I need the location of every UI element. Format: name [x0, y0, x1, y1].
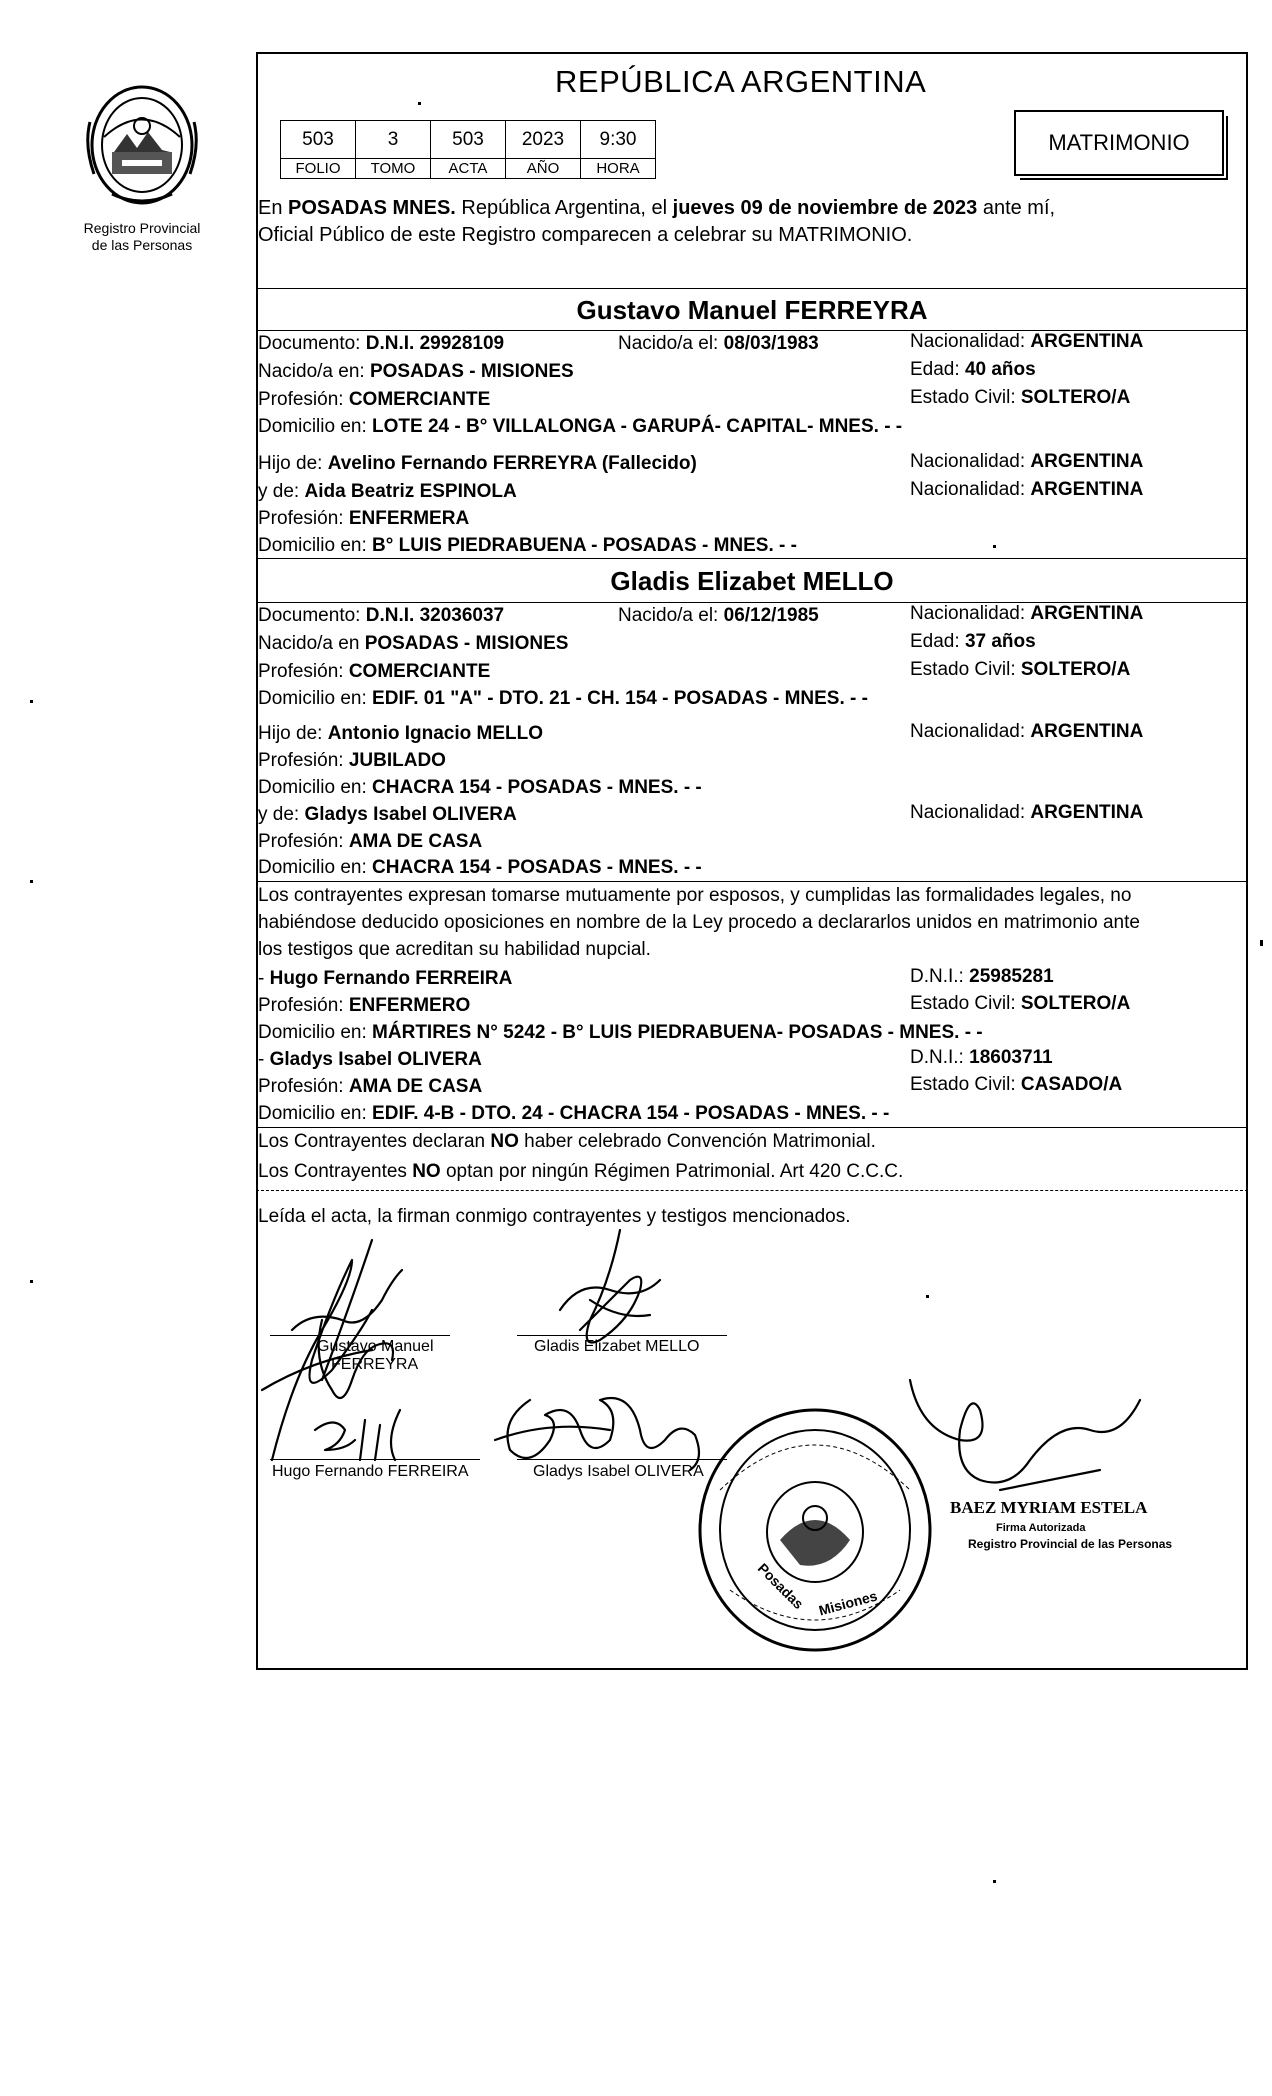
field-value: SOLTERO/A: [1020, 659, 1131, 680]
intro-line1: [258, 196, 1055, 220]
intro-part: En: [258, 197, 289, 219]
field-label: D.N.I.:: [910, 1047, 970, 1068]
witness2-address: [258, 1103, 889, 1125]
signature1-name-line1: Gustavo Manuel: [317, 1338, 434, 1355]
scan-speck: [1260, 940, 1263, 946]
scan-speck: [926, 1295, 929, 1298]
spouse1-civil-status: [910, 387, 1130, 409]
field-label: Nacido/a el:: [618, 333, 724, 354]
seal-city: Posadas: [754, 1559, 807, 1613]
field-value: SOLTERO/A: [1020, 387, 1131, 408]
spouse1-profession: [258, 389, 490, 411]
spouse2-mother-address: [258, 857, 702, 879]
divider: [256, 1190, 1248, 1191]
signature4-caption: Gladys Isabel OLIVERA: [533, 1463, 704, 1480]
field-value: ENFERMERA: [348, 508, 470, 529]
spouse2-name: Gladis Elizabet MELLO: [610, 566, 894, 596]
convention-line2: [258, 1161, 903, 1183]
spouse2-mother-profession: [258, 831, 482, 853]
field-label: Profesión:: [258, 995, 349, 1016]
spouse2-mother-nationality: [910, 802, 1143, 824]
agency-caption-line2: de las Personas: [91, 237, 193, 253]
spouse2-father-address: [258, 777, 702, 799]
field-value: ARGENTINA: [1030, 479, 1144, 500]
hora-value: 9:30: [581, 121, 656, 159]
hora-label: HORA: [581, 159, 656, 179]
divider: [256, 881, 1248, 882]
intro-part: República Argentina, el: [455, 197, 673, 219]
field-value: AMA DE CASA: [348, 1076, 483, 1097]
field-value: B° LUIS PIEDRABUENA - POSADAS - MNES. - -: [372, 535, 797, 556]
convention-text: haber celebrado Convención Matrimonial.: [518, 1131, 876, 1152]
agency-caption-line1: Registro Provincial: [83, 220, 201, 236]
field-label: Domicilio en:: [258, 535, 373, 556]
folio-value: 503: [281, 121, 356, 159]
scan-speck: [30, 700, 33, 703]
field-label: Profesión:: [258, 831, 349, 852]
field-label: Hijo de:: [258, 723, 328, 744]
field-value: POSADAS - MISIONES: [369, 361, 574, 382]
field-value: Avelino Fernando FERREYRA (Fallecido): [327, 453, 697, 474]
scan-speck: [993, 1880, 996, 1883]
provincial-seal-logo: [82, 82, 202, 212]
spouse2-age: [910, 631, 1036, 653]
convention-text: Los Contrayentes: [258, 1161, 413, 1182]
witness2-name: [258, 1049, 482, 1071]
seal-province: Misiones: [816, 1587, 879, 1619]
country-title: REPÚBLICA ARGENTINA: [555, 64, 927, 99]
field-label: Estado Civil:: [910, 659, 1021, 680]
spouse2-mother: [258, 804, 517, 826]
folio-label: FOLIO: [281, 159, 356, 179]
scan-speck: [993, 545, 996, 548]
field-value: D.N.I. 32036037: [365, 605, 505, 626]
field-label: Domicilio en:: [258, 777, 373, 798]
field-label: Nacionalidad:: [910, 802, 1031, 823]
field-value: ENFERMERO: [348, 995, 471, 1016]
scan-speck: [30, 1280, 33, 1283]
field-value: COMERCIANTE: [348, 389, 491, 410]
spouse1-father-nationality: [910, 451, 1143, 473]
field-label: Documento:: [258, 333, 366, 354]
divider: [256, 558, 1248, 559]
field-value: ARGENTINA: [1030, 451, 1144, 472]
field-value: 25985281: [969, 966, 1054, 987]
field-value: ARGENTINA: [1030, 331, 1144, 352]
field-label: Estado Civil:: [910, 993, 1021, 1014]
field-value: JUBILADO: [348, 750, 446, 771]
field-value: CHACRA 154 - POSADAS - MNES. - -: [372, 857, 702, 878]
witness2-profession: [258, 1076, 482, 1098]
witness1-dni: [910, 966, 1054, 988]
field-label: Nacionalidad:: [910, 451, 1031, 472]
field-label: Estado Civil:: [910, 1074, 1021, 1095]
signature4-scribble: [490, 1380, 720, 1490]
divider: [256, 1127, 1248, 1128]
field-label: Nacionalidad:: [910, 331, 1031, 352]
divider: [256, 288, 1248, 289]
field-value: POSADAS - MISIONES: [364, 633, 569, 654]
field-value: 06/12/1985: [723, 605, 819, 626]
spouse1-address: [258, 416, 902, 438]
record-type: MATRIMONIO: [1048, 130, 1190, 155]
field-label: Nacido/a el:: [618, 605, 724, 626]
spouse1-birthdate: [618, 333, 819, 355]
spouse1-nationality: [910, 331, 1143, 353]
field-label: Domicilio en:: [258, 416, 373, 437]
intro-line2: Oficial Público de este Registro comparecen a celebrar su MATRIMONIO.: [258, 224, 913, 246]
intro-city: POSADAS MNES.: [288, 197, 456, 219]
witness2-dni: [910, 1047, 1053, 1069]
field-label: Profesión:: [258, 1076, 349, 1097]
field-label: Domicilio en:: [258, 857, 373, 878]
field-value: CASADO/A: [1020, 1074, 1123, 1095]
field-label: Profesión:: [258, 508, 349, 529]
spouse2-civil-status: [910, 659, 1130, 681]
field-value: EDIF. 4-B - DTO. 24 - CHACRA 154 - POSADAS - MNES. - -: [372, 1103, 890, 1124]
spouse2-father-nationality: [910, 721, 1143, 743]
field-value: 37 años: [964, 631, 1036, 652]
field-label: Domicilio en:: [258, 688, 373, 709]
witness1-profession: [258, 995, 470, 1017]
spouse1-parents-address: [258, 535, 797, 557]
spouse2-address: [258, 688, 868, 710]
ano-label: AÑO: [506, 159, 581, 179]
field-value: ARGENTINA: [1030, 721, 1144, 742]
witness1-civil-status: [910, 993, 1130, 1015]
tomo-label: TOMO: [356, 159, 431, 179]
convention-no: NO: [490, 1131, 519, 1152]
acta-value: 503: [431, 121, 506, 159]
spouse2-birthdate: [618, 605, 819, 627]
acta-label: ACTA: [431, 159, 506, 179]
convention-line1: [258, 1131, 876, 1153]
signature3-scribble: [305, 1400, 425, 1480]
officer-role: Firma Autorizada: [996, 1522, 1086, 1534]
spouse1-name: Gustavo Manuel FERREYRA: [576, 295, 928, 325]
field-label: Nacido/a en: [258, 633, 365, 654]
field-label: Edad:: [910, 631, 965, 652]
field-label: Edad:: [910, 359, 965, 380]
witness2-civil-status: [910, 1074, 1122, 1096]
field-label: Estado Civil:: [910, 387, 1021, 408]
field-label: Profesión:: [258, 389, 349, 410]
spouse1-mother-nationality: [910, 479, 1143, 501]
field-value: LOTE 24 - B° VILLALONGA - GARUPÁ- CAPITAL- MNES. - -: [372, 416, 903, 437]
scan-speck: [418, 102, 421, 105]
field-value: CHACRA 154 - POSADAS - MNES. - -: [372, 777, 702, 798]
field-value: ARGENTINA: [1030, 802, 1144, 823]
field-label: Domicilio en:: [258, 1103, 373, 1124]
field-label: D.N.I.:: [910, 966, 970, 987]
record-type-box: [1014, 110, 1224, 176]
field-value: D.N.I. 29928109: [365, 333, 505, 354]
registry-table: [280, 120, 656, 179]
signature3-caption: Hugo Fernando FERREIRA: [272, 1463, 469, 1480]
declaration-line1: Los contrayentes expresan tomarse mutuamente por esposos, y cumplidas las formalidades legales, no: [258, 885, 1132, 906]
ano-value: 2023: [506, 121, 581, 159]
field-label: Domicilio en:: [258, 1022, 373, 1043]
field-label: Profesión:: [258, 661, 349, 682]
field-value: Hugo Fernando FERREIRA: [269, 968, 513, 989]
tomo-value: 3: [356, 121, 431, 159]
spouse1-mother: [258, 481, 517, 503]
field-value: 40 años: [964, 359, 1036, 380]
spouse2-profession: [258, 661, 490, 683]
field-value: EDIF. 01 "A" - DTO. 21 - CH. 154 - POSADAS - MNES. - -: [372, 688, 868, 709]
signature2-scribble: [520, 1220, 700, 1380]
list-dash: -: [258, 1049, 270, 1070]
declaration-line2: habiéndose deducido oposiciones en nombre de la Ley procedo a declararlos unidos en matrimonio ante: [258, 912, 1140, 933]
agency-caption: [60, 220, 224, 254]
field-value: 18603711: [969, 1047, 1053, 1068]
signature1-name-line2: FERREYRA: [331, 1356, 419, 1373]
field-label: Hijo de:: [258, 453, 328, 474]
witness1-address: [258, 1022, 983, 1044]
spouse2-document: [258, 605, 504, 627]
intro-date: jueves 09 de noviembre de 2023: [672, 197, 978, 219]
spouse1-mother-profession: [258, 508, 469, 530]
field-value: AMA DE CASA: [348, 831, 483, 852]
spouse2-birthplace: [258, 633, 568, 655]
spouse2-father-profession: [258, 750, 446, 772]
field-value: Gladys Isabel OLIVERA: [304, 804, 517, 825]
convention-text: optan por ningún Régimen Patrimonial. Art 420 C.C.C.: [440, 1161, 904, 1182]
field-value: Aida Beatriz ESPINOLA: [304, 481, 517, 502]
convention-text: Los Contrayentes declaran: [258, 1131, 491, 1152]
spouse2-father: [258, 723, 543, 745]
field-value: 08/03/1983: [723, 333, 819, 354]
spouse1-birthplace: [258, 361, 574, 383]
field-value: COMERCIANTE: [348, 661, 491, 682]
spouse1-father: [258, 453, 697, 475]
field-label: Nacionalidad:: [910, 479, 1031, 500]
officer-name: BAEZ MYRIAM ESTELA: [950, 1498, 1148, 1517]
declaration-line3: los testigos que acreditan su habilidad nupcial.: [258, 939, 651, 960]
convention-no: NO: [412, 1161, 441, 1182]
field-label: y de:: [258, 481, 305, 502]
spouse1-age: [910, 359, 1036, 381]
field-value: SOLTERO/A: [1020, 993, 1131, 1014]
list-dash: -: [258, 968, 270, 989]
field-value: Gladys Isabel OLIVERA: [269, 1049, 482, 1070]
field-label: Profesión:: [258, 750, 349, 771]
officer-org: Registro Provincial de las Personas: [968, 1537, 1173, 1551]
spouse2-nationality: [910, 603, 1143, 625]
field-label: Documento:: [258, 605, 366, 626]
field-label: y de:: [258, 804, 305, 825]
scan-speck: [30, 880, 33, 883]
intro-part: ante mí,: [977, 197, 1056, 219]
closing-statement: Leída el acta, la firman conmigo contrayentes y testigos mencionados.: [258, 1206, 851, 1227]
field-label: Nacionalidad:: [910, 721, 1031, 742]
field-label: Nacido/a en:: [258, 361, 370, 382]
field-label: Nacionalidad:: [910, 603, 1031, 624]
witness1-name: [258, 968, 512, 990]
spouse1-document: [258, 333, 504, 355]
field-value: ARGENTINA: [1030, 603, 1144, 624]
signature2-caption: Gladis Elizabet MELLO: [534, 1338, 700, 1355]
field-value: Antonio Ignacio MELLO: [327, 723, 544, 744]
field-value: MÁRTIRES N° 5242 - B° LUIS PIEDRABUENA- POSADAS - MNES. - -: [372, 1022, 983, 1043]
